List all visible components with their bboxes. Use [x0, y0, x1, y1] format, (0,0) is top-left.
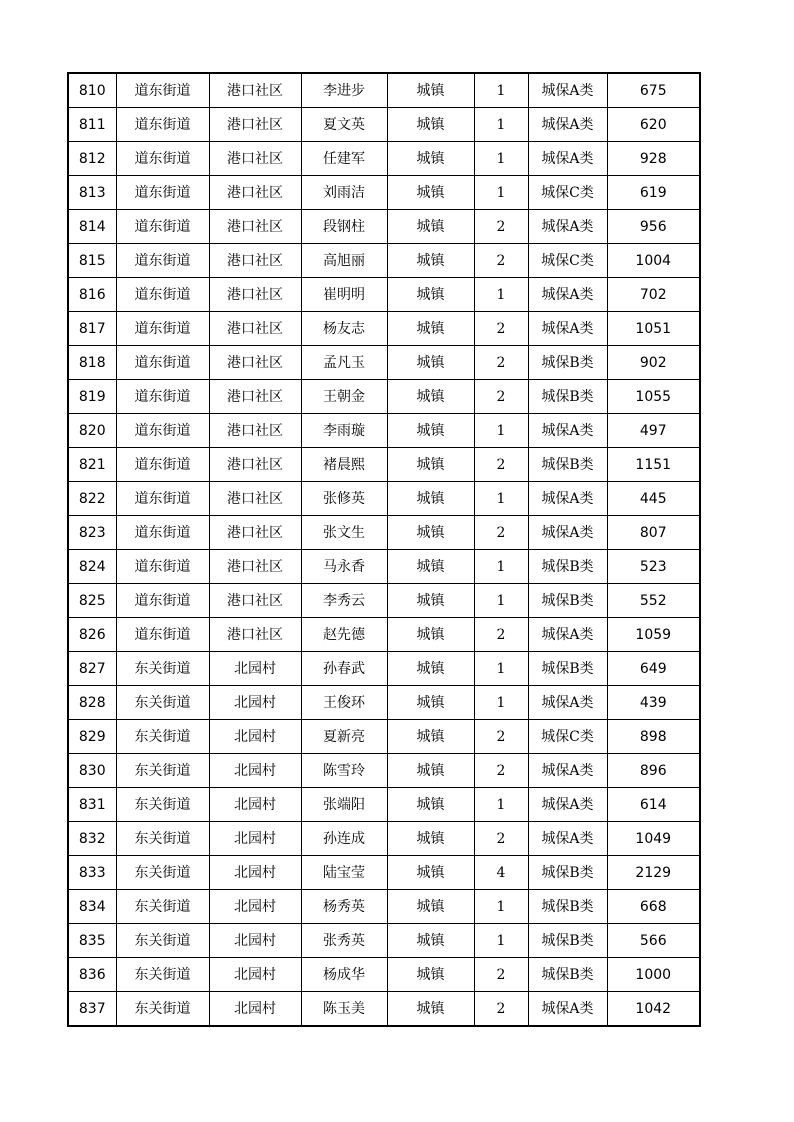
cell-street: 道东街道: [116, 108, 209, 142]
cell-members: 2: [474, 448, 528, 482]
cell-no: 822: [68, 482, 116, 516]
cell-area: 城镇: [387, 754, 474, 788]
cell-name: 李进步: [301, 73, 387, 108]
cell-category: 城保A类: [528, 992, 607, 1027]
cell-no: 816: [68, 278, 116, 312]
cell-no: 824: [68, 550, 116, 584]
cell-community: 港口社区: [209, 414, 301, 448]
cell-amount: 1059: [607, 618, 700, 652]
cell-area: 城镇: [387, 278, 474, 312]
cell-street: 道东街道: [116, 414, 209, 448]
cell-members: 1: [474, 482, 528, 516]
cell-name: 张文生: [301, 516, 387, 550]
cell-members: 2: [474, 720, 528, 754]
table-row: [68, 312, 700, 346]
cell-category: 城保B类: [528, 890, 607, 924]
cell-area: 城镇: [387, 176, 474, 210]
table-row: [68, 720, 700, 754]
cell-name: 孙连成: [301, 822, 387, 856]
cell-name: 李雨璇: [301, 414, 387, 448]
cell-name: 杨友志: [301, 312, 387, 346]
cell-community: 港口社区: [209, 448, 301, 482]
cell-no: 827: [68, 652, 116, 686]
cell-area: 城镇: [387, 414, 474, 448]
cell-no: 836: [68, 958, 116, 992]
cell-category: 城保A类: [528, 108, 607, 142]
table-row: [68, 278, 700, 312]
cell-category: 城保A类: [528, 278, 607, 312]
cell-members: 1: [474, 788, 528, 822]
cell-street: 东关街道: [116, 992, 209, 1027]
cell-name: 王朝金: [301, 380, 387, 414]
cell-name: 张端阳: [301, 788, 387, 822]
cell-no: 837: [68, 992, 116, 1027]
cell-category: 城保C类: [528, 176, 607, 210]
cell-community: 北园村: [209, 720, 301, 754]
cell-category: 城保B类: [528, 958, 607, 992]
cell-community: 北园村: [209, 890, 301, 924]
cell-street: 道东街道: [116, 482, 209, 516]
cell-street: 道东街道: [116, 380, 209, 414]
cell-category: 城保A类: [528, 822, 607, 856]
cell-street: 东关街道: [116, 720, 209, 754]
cell-street: 道东街道: [116, 550, 209, 584]
cell-amount: 702: [607, 278, 700, 312]
cell-area: 城镇: [387, 142, 474, 176]
cell-category: 城保B类: [528, 924, 607, 958]
cell-no: 825: [68, 584, 116, 618]
table-row: [68, 380, 700, 414]
cell-community: 港口社区: [209, 73, 301, 108]
cell-no: 823: [68, 516, 116, 550]
cell-amount: 439: [607, 686, 700, 720]
cell-area: 城镇: [387, 992, 474, 1027]
cell-name: 褚晨熙: [301, 448, 387, 482]
cell-name: 任建军: [301, 142, 387, 176]
cell-category: 城保C类: [528, 720, 607, 754]
cell-area: 城镇: [387, 584, 474, 618]
roster-body: [68, 73, 700, 1026]
cell-members: 2: [474, 380, 528, 414]
table-row: [68, 482, 700, 516]
cell-street: 道东街道: [116, 176, 209, 210]
cell-area: 城镇: [387, 448, 474, 482]
cell-members: 2: [474, 244, 528, 278]
cell-amount: 1055: [607, 380, 700, 414]
cell-no: 819: [68, 380, 116, 414]
cell-amount: 902: [607, 346, 700, 380]
cell-area: 城镇: [387, 788, 474, 822]
cell-category: 城保A类: [528, 788, 607, 822]
cell-amount: 956: [607, 210, 700, 244]
cell-members: 1: [474, 108, 528, 142]
cell-street: 东关街道: [116, 686, 209, 720]
cell-amount: 614: [607, 788, 700, 822]
cell-area: 城镇: [387, 924, 474, 958]
cell-area: 城镇: [387, 210, 474, 244]
table-row: [68, 210, 700, 244]
cell-community: 港口社区: [209, 584, 301, 618]
cell-category: 城保A类: [528, 142, 607, 176]
cell-area: 城镇: [387, 312, 474, 346]
cell-amount: 566: [607, 924, 700, 958]
table-row: [68, 414, 700, 448]
cell-area: 城镇: [387, 550, 474, 584]
cell-street: 东关街道: [116, 924, 209, 958]
cell-area: 城镇: [387, 516, 474, 550]
cell-members: 1: [474, 278, 528, 312]
cell-amount: 668: [607, 890, 700, 924]
cell-community: 北园村: [209, 856, 301, 890]
cell-name: 李秀云: [301, 584, 387, 618]
cell-category: 城保B类: [528, 448, 607, 482]
cell-amount: 896: [607, 754, 700, 788]
cell-members: 1: [474, 890, 528, 924]
cell-amount: 1049: [607, 822, 700, 856]
cell-name: 孟凡玉: [301, 346, 387, 380]
cell-members: 4: [474, 856, 528, 890]
cell-category: 城保A类: [528, 482, 607, 516]
cell-street: 东关街道: [116, 754, 209, 788]
cell-category: 城保B类: [528, 346, 607, 380]
cell-amount: 928: [607, 142, 700, 176]
cell-no: 835: [68, 924, 116, 958]
cell-area: 城镇: [387, 244, 474, 278]
table-row: [68, 448, 700, 482]
cell-amount: 1004: [607, 244, 700, 278]
cell-street: 东关街道: [116, 890, 209, 924]
table-row: [68, 176, 700, 210]
table-row: [68, 652, 700, 686]
cell-community: 港口社区: [209, 482, 301, 516]
cell-community: 港口社区: [209, 108, 301, 142]
cell-area: 城镇: [387, 618, 474, 652]
cell-no: 826: [68, 618, 116, 652]
cell-area: 城镇: [387, 108, 474, 142]
cell-community: 港口社区: [209, 244, 301, 278]
cell-amount: 552: [607, 584, 700, 618]
cell-no: 810: [68, 73, 116, 108]
table-row: [68, 73, 700, 108]
cell-community: 北园村: [209, 992, 301, 1027]
cell-amount: 497: [607, 414, 700, 448]
cell-street: 道东街道: [116, 346, 209, 380]
roster-table: [67, 72, 701, 1027]
cell-street: 道东街道: [116, 312, 209, 346]
table-row: [68, 890, 700, 924]
cell-community: 港口社区: [209, 516, 301, 550]
cell-no: 818: [68, 346, 116, 380]
cell-area: 城镇: [387, 652, 474, 686]
cell-members: 2: [474, 210, 528, 244]
cell-community: 北园村: [209, 958, 301, 992]
cell-area: 城镇: [387, 73, 474, 108]
cell-category: 城保B类: [528, 550, 607, 584]
cell-area: 城镇: [387, 482, 474, 516]
cell-category: 城保A类: [528, 312, 607, 346]
cell-members: 1: [474, 550, 528, 584]
cell-community: 港口社区: [209, 346, 301, 380]
cell-amount: 445: [607, 482, 700, 516]
cell-name: 夏新亮: [301, 720, 387, 754]
cell-category: 城保C类: [528, 244, 607, 278]
cell-category: 城保A类: [528, 618, 607, 652]
table-row: [68, 516, 700, 550]
cell-name: 崔明明: [301, 278, 387, 312]
cell-no: 829: [68, 720, 116, 754]
table-row: [68, 958, 700, 992]
cell-amount: 675: [607, 73, 700, 108]
cell-amount: 649: [607, 652, 700, 686]
cell-amount: 898: [607, 720, 700, 754]
cell-community: 北园村: [209, 822, 301, 856]
cell-street: 东关街道: [116, 958, 209, 992]
cell-street: 东关街道: [116, 652, 209, 686]
table-row: [68, 788, 700, 822]
cell-members: 1: [474, 652, 528, 686]
cell-members: 2: [474, 516, 528, 550]
cell-no: 815: [68, 244, 116, 278]
cell-category: 城保B类: [528, 652, 607, 686]
cell-street: 道东街道: [116, 618, 209, 652]
cell-street: 道东街道: [116, 244, 209, 278]
cell-category: 城保A类: [528, 686, 607, 720]
cell-amount: 1000: [607, 958, 700, 992]
cell-name: 杨秀英: [301, 890, 387, 924]
cell-street: 道东街道: [116, 516, 209, 550]
table-row: [68, 550, 700, 584]
cell-name: 王俊环: [301, 686, 387, 720]
cell-street: 道东街道: [116, 142, 209, 176]
cell-no: 820: [68, 414, 116, 448]
cell-street: 道东街道: [116, 73, 209, 108]
cell-no: 830: [68, 754, 116, 788]
cell-members: 1: [474, 686, 528, 720]
cell-area: 城镇: [387, 720, 474, 754]
cell-members: 1: [474, 176, 528, 210]
cell-community: 港口社区: [209, 380, 301, 414]
cell-category: 城保A类: [528, 414, 607, 448]
cell-area: 城镇: [387, 890, 474, 924]
cell-category: 城保B类: [528, 856, 607, 890]
cell-name: 张秀英: [301, 924, 387, 958]
cell-name: 陆宝莹: [301, 856, 387, 890]
cell-members: 2: [474, 346, 528, 380]
cell-street: 道东街道: [116, 448, 209, 482]
cell-community: 北园村: [209, 652, 301, 686]
cell-area: 城镇: [387, 686, 474, 720]
cell-category: 城保A类: [528, 754, 607, 788]
cell-street: 道东街道: [116, 584, 209, 618]
cell-amount: 1151: [607, 448, 700, 482]
cell-amount: 619: [607, 176, 700, 210]
cell-no: 812: [68, 142, 116, 176]
cell-category: 城保A类: [528, 516, 607, 550]
table-row: [68, 584, 700, 618]
cell-community: 港口社区: [209, 210, 301, 244]
cell-name: 陈雪玲: [301, 754, 387, 788]
cell-amount: 2129: [607, 856, 700, 890]
cell-street: 道东街道: [116, 278, 209, 312]
cell-community: 港口社区: [209, 312, 301, 346]
cell-community: 港口社区: [209, 176, 301, 210]
cell-name: 高旭丽: [301, 244, 387, 278]
cell-amount: 1042: [607, 992, 700, 1027]
table-row: [68, 924, 700, 958]
cell-community: 港口社区: [209, 142, 301, 176]
table-row: [68, 108, 700, 142]
cell-no: 811: [68, 108, 116, 142]
cell-members: 2: [474, 822, 528, 856]
cell-community: 北园村: [209, 924, 301, 958]
cell-amount: 620: [607, 108, 700, 142]
table-row: [68, 618, 700, 652]
cell-amount: 523: [607, 550, 700, 584]
cell-area: 城镇: [387, 822, 474, 856]
cell-name: 杨成华: [301, 958, 387, 992]
cell-no: 813: [68, 176, 116, 210]
cell-name: 夏文英: [301, 108, 387, 142]
cell-name: 张修英: [301, 482, 387, 516]
cell-community: 港口社区: [209, 278, 301, 312]
table-row: [68, 822, 700, 856]
cell-no: 831: [68, 788, 116, 822]
table-row: [68, 686, 700, 720]
cell-name: 段钢柱: [301, 210, 387, 244]
cell-members: 1: [474, 584, 528, 618]
cell-community: 港口社区: [209, 618, 301, 652]
cell-category: 城保B类: [528, 380, 607, 414]
cell-members: 2: [474, 958, 528, 992]
cell-category: 城保A类: [528, 210, 607, 244]
cell-street: 道东街道: [116, 210, 209, 244]
cell-community: 北园村: [209, 754, 301, 788]
cell-area: 城镇: [387, 958, 474, 992]
cell-members: 2: [474, 618, 528, 652]
cell-members: 2: [474, 754, 528, 788]
cell-name: 刘雨洁: [301, 176, 387, 210]
cell-amount: 1051: [607, 312, 700, 346]
table-row: [68, 992, 700, 1027]
cell-members: 1: [474, 142, 528, 176]
cell-community: 港口社区: [209, 550, 301, 584]
cell-no: 821: [68, 448, 116, 482]
cell-community: 北园村: [209, 686, 301, 720]
cell-area: 城镇: [387, 346, 474, 380]
cell-category: 城保A类: [528, 73, 607, 108]
cell-no: 832: [68, 822, 116, 856]
cell-name: 孙春武: [301, 652, 387, 686]
cell-community: 北园村: [209, 788, 301, 822]
cell-amount: 807: [607, 516, 700, 550]
table-row: [68, 142, 700, 176]
cell-members: 2: [474, 312, 528, 346]
cell-name: 赵先德: [301, 618, 387, 652]
cell-members: 1: [474, 414, 528, 448]
cell-no: 828: [68, 686, 116, 720]
table-row: [68, 754, 700, 788]
cell-no: 814: [68, 210, 116, 244]
table-row: [68, 346, 700, 380]
cell-street: 东关街道: [116, 822, 209, 856]
cell-street: 东关街道: [116, 788, 209, 822]
table-row: [68, 856, 700, 890]
cell-members: 2: [474, 992, 528, 1027]
cell-no: 817: [68, 312, 116, 346]
cell-members: 1: [474, 73, 528, 108]
cell-street: 东关街道: [116, 856, 209, 890]
cell-area: 城镇: [387, 856, 474, 890]
cell-name: 马永香: [301, 550, 387, 584]
cell-members: 1: [474, 924, 528, 958]
cell-area: 城镇: [387, 380, 474, 414]
cell-no: 834: [68, 890, 116, 924]
cell-name: 陈玉美: [301, 992, 387, 1027]
cell-no: 833: [68, 856, 116, 890]
cell-category: 城保B类: [528, 584, 607, 618]
table-row: [68, 244, 700, 278]
